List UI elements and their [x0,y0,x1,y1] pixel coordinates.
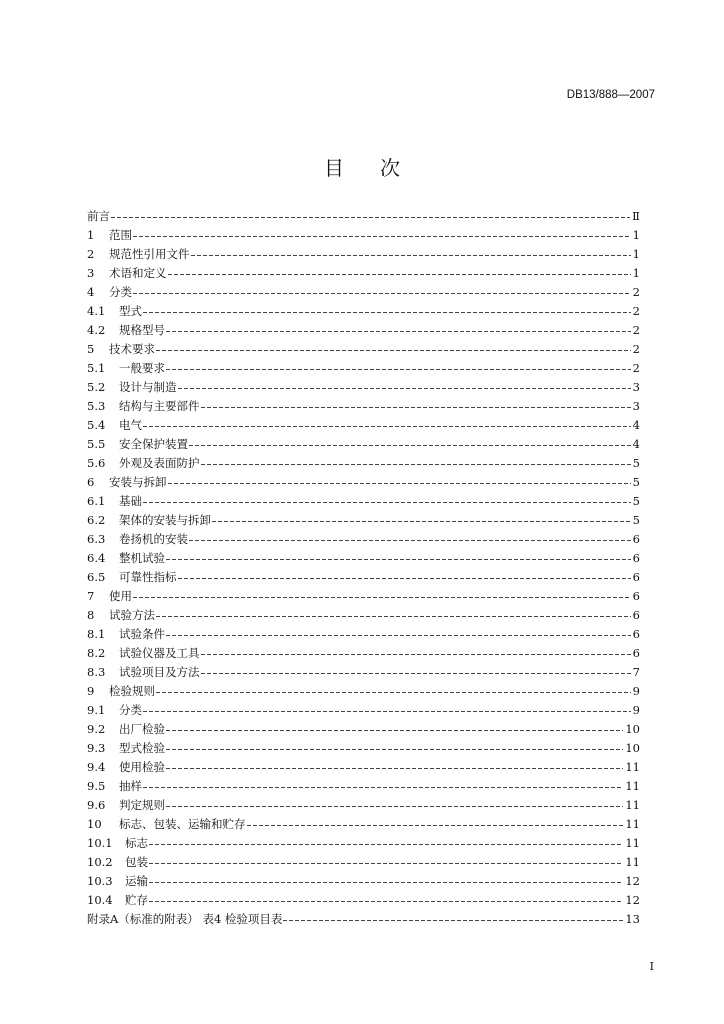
toc-entry [87,872,640,891]
toc-entry-page: 2 [632,323,640,337]
toc-entry-page: 6 [632,570,640,584]
toc-entry [87,815,640,834]
toc-leader-line [166,749,623,750]
toc-entry-number: 9.6 [87,798,106,812]
toc-entry-number: 4.2 [87,323,106,337]
toc-entry-number: 5.5 [87,437,106,451]
toc-entry-label [87,530,188,549]
toc-entry [87,435,640,454]
toc-leader-line [133,597,631,598]
toc-entry [87,758,640,777]
toc-entry-label [87,207,110,226]
toc-leader-line [201,673,631,674]
toc-entry-page: 11 [625,760,640,774]
toc-entry-page: 3 [632,399,640,413]
toc-entry-text: 使用检验 [119,760,165,774]
toc-leader-line [168,483,631,484]
toc-entry [87,739,640,758]
toc-entry-number: 9.3 [87,741,106,755]
toc-entry-label [87,796,165,815]
toc-entry-number: 10.2 [87,855,113,869]
toc-entry-page: 5 [632,475,640,489]
toc-entry-label [87,283,132,302]
toc-leader-line [149,863,623,864]
toc-entry-page: 10 [625,722,640,736]
toc-entry-page: 2 [632,361,640,375]
toc-entry [87,397,640,416]
toc-entry [87,321,640,340]
toc-entry-number: 1 [87,228,95,242]
toc-entry-label [87,245,190,264]
toc-entry-label [87,815,246,834]
toc-entry-text: 设计与制造 [119,380,177,394]
toc-entry-label [87,853,148,872]
toc-entry-page: 6 [632,551,640,565]
toc-leader-line [189,540,631,541]
toc-leader-line [166,806,623,807]
toc-entry-label [87,397,200,416]
toc-entry-number: 10.1 [87,836,113,850]
toc-entry-text: 安全保护装置 [119,437,188,451]
toc-entry-text: 使用 [109,589,132,603]
toc-entry-page: Ⅱ [632,209,640,223]
toc-entry-number: 6.1 [87,494,106,508]
toc-entry [87,910,640,929]
toc-entry-number: 8.2 [87,646,106,660]
toc-entry [87,587,640,606]
toc-entry [87,720,640,739]
toc-entry-label [87,739,165,758]
toc-entry-label [87,492,142,511]
toc-entry-page: 13 [625,912,640,926]
toc-leader-line [189,445,631,446]
toc-entry-text: 规格型号 [119,323,165,337]
toc-leader-line [133,236,631,237]
toc-entry-page: 2 [632,342,640,356]
toc-entry-number: 5.4 [87,418,106,432]
toc-entry [87,264,640,283]
toc-entry-label [87,473,167,492]
toc-entry-page: 6 [632,627,640,641]
toc-entry-number: 10.4 [87,893,113,907]
toc-entry-text: 基础 [119,494,142,508]
toc-entry-text: 电气 [119,418,142,432]
toc-entry-page: 10 [625,741,640,755]
toc-entry-label [87,777,142,796]
toc-entry-page: 6 [632,589,640,603]
toc-entry-text: 术语和定义 [109,266,167,280]
toc-entry [87,853,640,872]
toc-leader-line [166,635,631,636]
toc-entry [87,416,640,435]
toc-entry-number: 6.5 [87,570,106,584]
page-title [0,152,724,181]
toc-entry [87,226,640,245]
toc-entry-page: 1 [632,266,640,280]
toc-entry [87,568,640,587]
toc-entry-text: 贮存 [125,893,148,907]
toc-leader-line [143,502,631,503]
toc-leader-line [166,730,623,731]
toc-entry-text: 安装与拆卸 [109,475,167,489]
toc-entry [87,796,640,815]
toc-leader-line [201,407,631,408]
toc-entry-page: 7 [632,665,640,679]
toc-entry-number: 10.3 [87,874,113,888]
toc-entry-text: 试验仪器及工具 [119,646,200,660]
toc-entry-text: 架体的安装与拆卸 [119,513,211,527]
toc-entry-number: 7 [87,589,95,603]
title-char-1: 目 [324,156,344,180]
toc-entry [87,302,640,321]
toc-entry-number: 9.5 [87,779,106,793]
toc-entry [87,625,640,644]
toc-entry-number: 10 [87,817,102,831]
toc-entry [87,283,640,302]
toc-entry [87,530,640,549]
toc-entry [87,549,640,568]
toc-entry-number: 3 [87,266,95,280]
toc-entry-label [87,625,165,644]
toc-entry-number: 5.2 [87,380,106,394]
toc-entry-label [87,834,148,853]
toc-entry-label [87,511,211,530]
toc-entry [87,682,640,701]
toc-entry [87,473,640,492]
toc-entry-text: 试验项目及方法 [119,665,200,679]
toc-entry [87,834,640,853]
toc-entry-label [87,435,188,454]
toc-entry-label [87,682,155,701]
toc-entry-text: 标志、包装、运输和贮存 [119,817,246,831]
toc-entry-number: 8.1 [87,627,106,641]
toc-leader-line [166,559,631,560]
toc-leader-line [178,578,631,579]
toc-entry-page: 12 [625,874,640,888]
toc-entry-page: 5 [632,494,640,508]
toc-leader-line [156,692,631,693]
toc-entry-text: 卷扬机的安装 [119,532,188,546]
toc-entry-number: 5.6 [87,456,106,470]
toc-entry-text: 附录A（标准的附表） 表4 检验项目表 [87,912,283,926]
toc-entry-number: 6.2 [87,513,106,527]
toc-entry-text: 型式检验 [119,741,165,755]
toc-entry-text: 分类 [109,285,132,299]
toc-entry-page: 9 [632,684,640,698]
toc-entry [87,454,640,473]
toc-entry [87,891,640,910]
toc-entry-label [87,758,165,777]
toc-entry [87,492,640,511]
toc-entry-number: 9.2 [87,722,106,736]
toc-entry [87,340,640,359]
toc-entry-text: 包装 [125,855,148,869]
toc-leader-line [166,768,623,769]
toc-entry-label [87,568,177,587]
toc-entry [87,207,640,226]
toc-entry-text: 试验条件 [119,627,165,641]
toc-entry-text: 可靠性指标 [119,570,177,584]
toc-entry-label [87,606,155,625]
toc-entry-page: 11 [625,817,640,831]
toc-entry-label [87,549,165,568]
toc-leader-line [168,274,631,275]
toc-entry-label [87,720,165,739]
toc-entry-text: 出厂检验 [119,722,165,736]
toc-entry-page: 4 [632,437,640,451]
toc-entry-number: 8.3 [87,665,106,679]
toc-leader-line [166,369,631,370]
toc-entry-label [87,226,132,245]
toc-entry-label [87,416,142,435]
toc-entry [87,359,640,378]
toc-entry-page: 11 [625,798,640,812]
toc-entry-number: 5.3 [87,399,106,413]
toc-leader-line [212,521,631,522]
toc-entry-page: 4 [632,418,640,432]
toc-entry-page: 5 [632,456,640,470]
toc-entry-text: 外观及表面防护 [119,456,200,470]
document-code: DB13/888—2007 [566,89,655,101]
toc-entry-label [87,454,200,473]
toc-leader-line [149,844,623,845]
toc-entry-page: 6 [632,532,640,546]
toc-entry [87,644,640,663]
toc-entry-text: 型式 [119,304,142,318]
toc-leader-line [201,654,631,655]
toc-leader-line [133,293,631,294]
toc-entry-number: 6 [87,475,95,489]
toc-entry-text: 范围 [109,228,132,242]
toc-leader-line [143,787,623,788]
toc-entry-label [87,264,167,283]
toc-entry-page: 9 [632,703,640,717]
toc-entry-number: 9 [87,684,95,698]
toc-entry-number: 9.4 [87,760,106,774]
toc-entry-number: 4 [87,285,95,299]
toc-entry-label [87,701,142,720]
toc-entry-label [87,910,282,929]
toc-leader-line [201,464,631,465]
table-of-contents [87,207,640,929]
toc-leader-line [178,388,631,389]
title-char-2: 次 [380,156,400,180]
toc-entry-text: 结构与主要部件 [119,399,200,413]
toc-leader-line [191,255,631,256]
toc-leader-line [143,711,631,712]
toc-entry-text: 试验方法 [109,608,155,622]
toc-leader-line [283,920,623,921]
toc-leader-line [149,901,623,902]
toc-entry-text: 分类 [119,703,142,717]
toc-entry-number: 2 [87,247,95,261]
toc-entry-number: 6.3 [87,532,106,546]
toc-entry-text: 前言 [87,209,110,223]
toc-entry-page: 1 [632,228,640,242]
toc-entry-page: 12 [625,893,640,907]
toc-entry-label [87,663,200,682]
toc-entry-label [87,587,132,606]
toc-entry-label [87,891,148,910]
toc-entry [87,378,640,397]
toc-leader-line [143,426,631,427]
toc-entry-number: 8 [87,608,95,622]
toc-leader-line [149,882,623,883]
toc-entry-label [87,872,148,891]
toc-entry-label [87,321,165,340]
toc-entry-number: 5.1 [87,361,106,375]
toc-leader-line [111,217,630,218]
toc-entry-label [87,359,165,378]
toc-entry-text: 标志 [125,836,148,850]
toc-leader-line [247,825,624,826]
toc-leader-line [166,331,631,332]
toc-entry-text: 一般要求 [119,361,165,375]
toc-entry-text: 规范性引用文件 [109,247,190,261]
toc-entry-number: 4.1 [87,304,106,318]
toc-entry-text: 技术要求 [109,342,155,356]
toc-entry-label [87,302,142,321]
toc-entry-page: 6 [632,646,640,660]
toc-entry [87,777,640,796]
toc-entry-text: 抽样 [119,779,142,793]
page-number: I [649,960,654,973]
toc-entry-label [87,378,177,397]
toc-entry [87,663,640,682]
toc-entry-number: 5 [87,342,95,356]
toc-leader-line [156,616,631,617]
toc-entry-page: 3 [632,380,640,394]
toc-entry-page: 2 [632,304,640,318]
toc-leader-line [156,350,631,351]
toc-entry-text: 整机试验 [119,551,165,565]
toc-entry-page: 2 [632,285,640,299]
toc-entry-page: 11 [625,855,640,869]
toc-entry [87,245,640,264]
toc-entry-page: 5 [632,513,640,527]
toc-entry-text: 运输 [125,874,148,888]
toc-entry-text: 判定规则 [119,798,165,812]
toc-entry-page: 6 [632,608,640,622]
toc-entry-page: 11 [625,779,640,793]
toc-entry-label [87,644,200,663]
toc-entry [87,606,640,625]
toc-leader-line [143,312,631,313]
toc-entry [87,701,640,720]
toc-entry-page: 11 [625,836,640,850]
toc-entry-text: 检验规则 [109,684,155,698]
toc-entry-number: 6.4 [87,551,106,565]
toc-entry-page: 1 [632,247,640,261]
toc-entry [87,511,640,530]
toc-entry-label [87,340,155,359]
toc-entry-number: 9.1 [87,703,106,717]
